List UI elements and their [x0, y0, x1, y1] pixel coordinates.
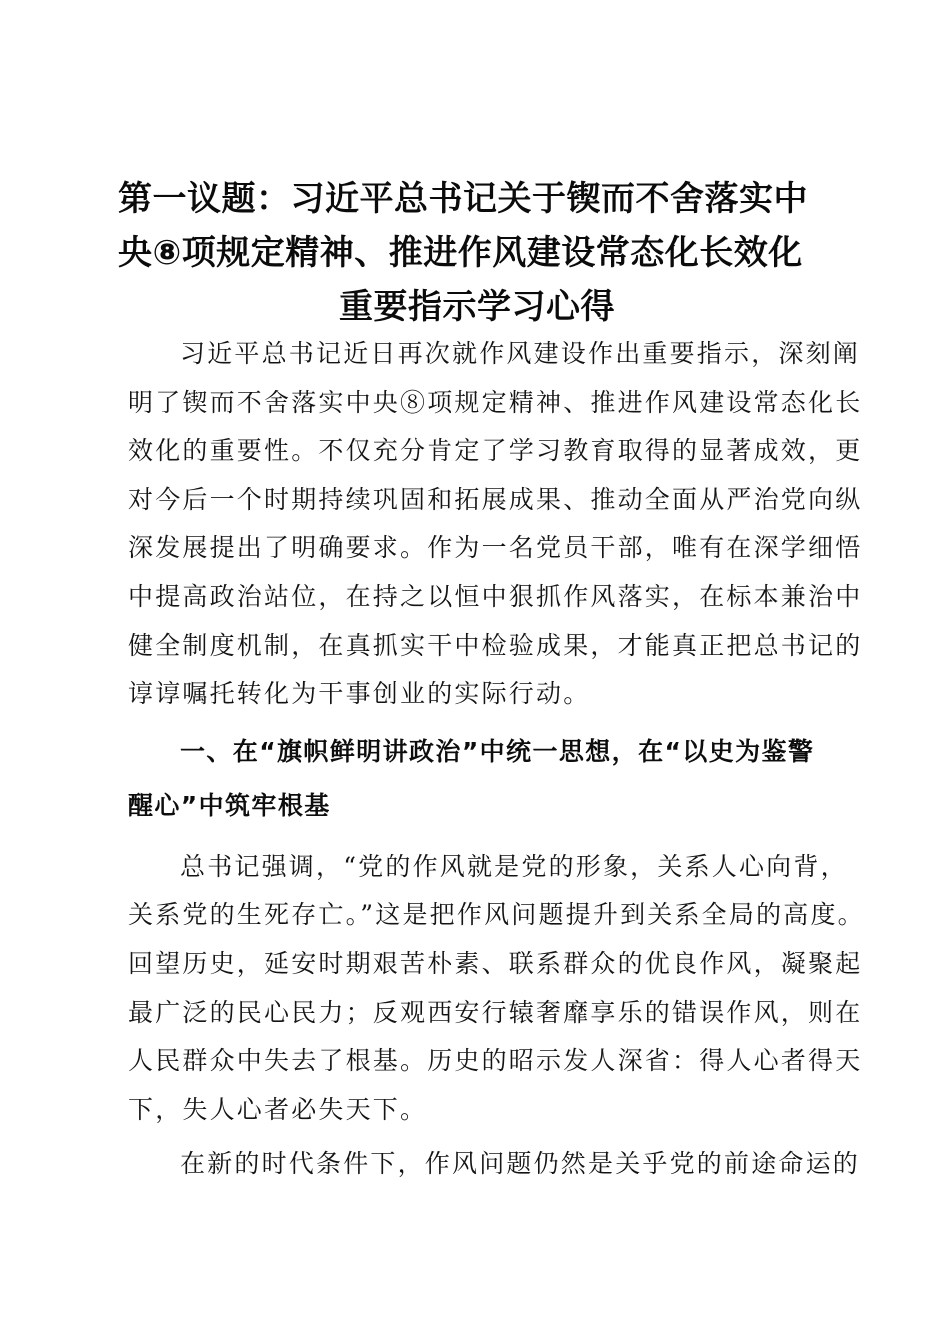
paragraph-line: 深发展提出了明确要求。作为一名党员干部，唯有在深学细悟 [128, 533, 863, 563]
paragraph-line: 人民群众中失去了根基。历史的昭示发人深省：得人心者得天 [128, 1046, 863, 1076]
paragraph-history [128, 843, 865, 1135]
paragraph-line: 明了锲而不舍落实中央⑧项规定精神、推进作风建设常态化长 [128, 387, 863, 417]
heading-line: 一、在“旗帜鲜明讲政治”中统一思想，在“以史为鉴警 [180, 736, 815, 766]
paragraph-line: 关系党的生死存亡。”这是把作风问题提升到关系全局的高度。 [128, 900, 865, 930]
paragraph-line: 回望历史，延安时期艰苦朴素、联系群众的优良作风，凝聚起 [128, 948, 863, 978]
paragraph-new-era [128, 1140, 861, 1189]
paragraph-line: 下，失人心者必失天下。 [128, 1094, 428, 1124]
document-body [128, 330, 865, 1195]
title-line: 央⑧项规定精神、推进作风建设常态化长效化 [118, 233, 803, 273]
paragraph-line: 总书记强调，“党的作风就是党的形象，关系人心向背， [180, 851, 848, 881]
title-line: 第一议题：习近平总书记关于锲而不舍落实中 [118, 179, 808, 219]
paragraph-intro [128, 330, 863, 719]
paragraph-line: 对今后一个时期持续巩固和拓展成果、推动全面从严治党向纵 [128, 484, 863, 514]
paragraph-line: 效化的重要性。不仅充分肯定了学习教育取得的显著成效，更 [128, 436, 863, 466]
paragraph-line: 谆谆嘱托转化为干事创业的实际行动。 [128, 679, 591, 709]
title-line: 重要指示学习心得 [339, 287, 615, 327]
heading-line: 醒心”中筑牢根基 [128, 790, 331, 820]
paragraph-line: 中提高政治站位，在持之以恒中狠抓作风落实，在标本兼治中 [128, 581, 863, 611]
paragraph-line: 最广泛的民心民力；反观西安行辕奢靡享乐的错误作风，则在 [128, 997, 863, 1027]
section-heading-1 [128, 725, 834, 833]
paragraph-line: 习近平总书记近日再次就作风建设作出重要指示，深刻阐 [180, 339, 861, 368]
document-title [118, 172, 836, 334]
paragraph-line: 在新的时代条件下，作风问题仍然是关乎党的前途命运的 [180, 1149, 861, 1179]
paragraph-line: 健全制度机制，在真抓实干中检验成果，才能真正把总书记的 [128, 630, 863, 660]
